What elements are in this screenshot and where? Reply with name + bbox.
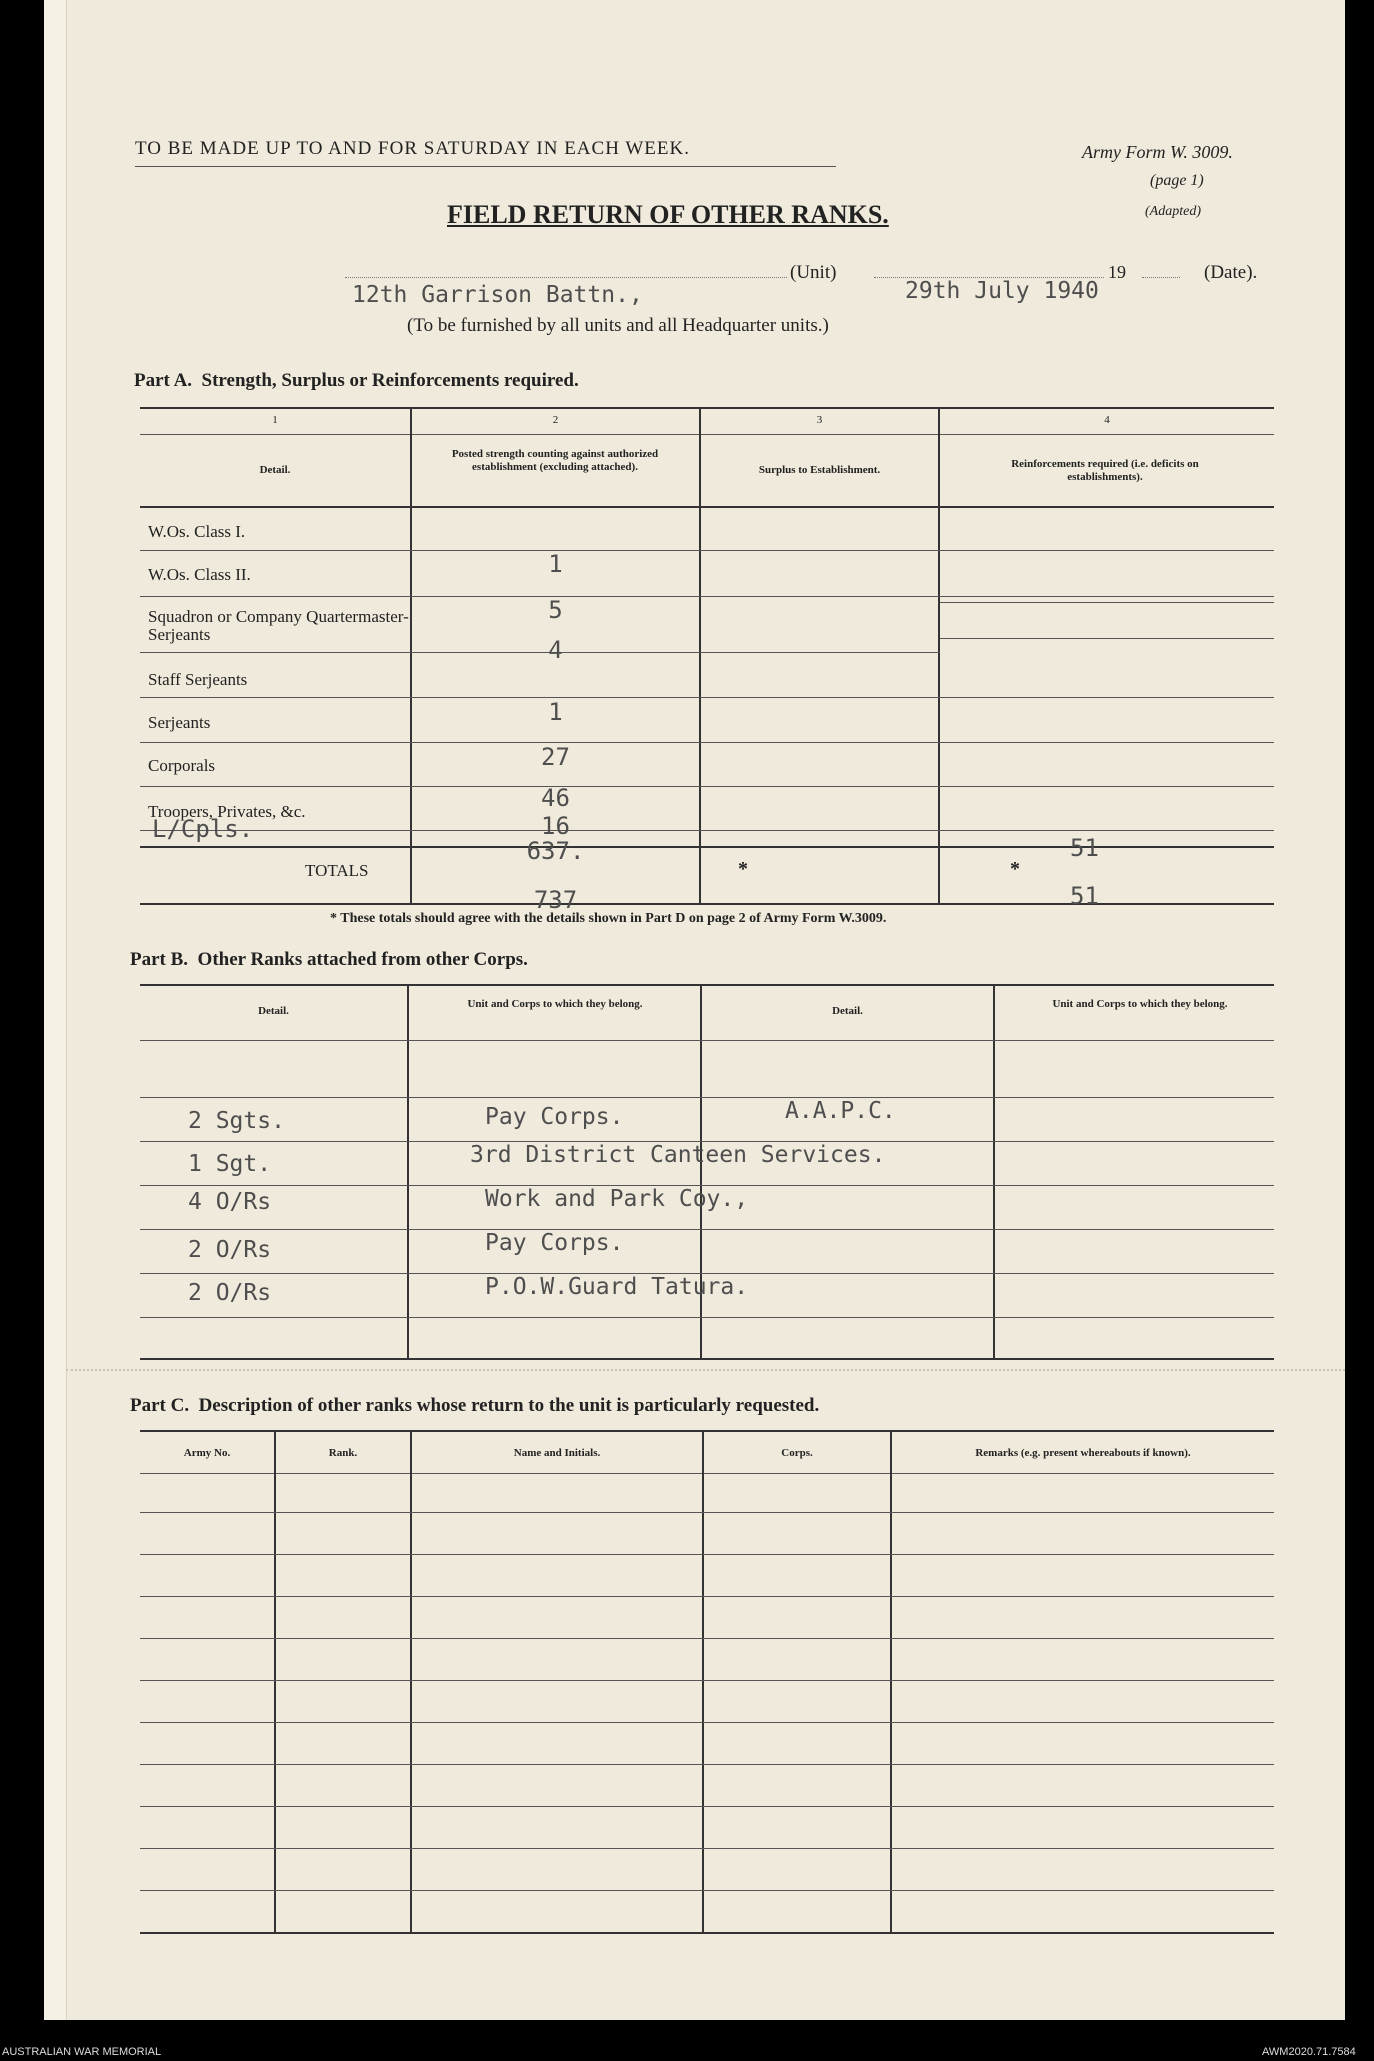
part-b-header-unit-2: Unit and Corps to which they belong.	[1052, 998, 1228, 1010]
unit-label: (Unit)	[790, 262, 837, 283]
row-line-7	[140, 830, 1274, 831]
row-label-wos-class-1: W.Os. Class I.	[148, 522, 246, 541]
part-c-line-1	[140, 1512, 1274, 1513]
part-a-bottom-border	[140, 903, 1274, 905]
unit-value: 12th Garrison Battn.,	[352, 282, 643, 308]
row-line-5	[140, 742, 1274, 743]
reinf-total-asterisk: *	[1010, 858, 1020, 880]
value-reinf-1: 51	[1070, 834, 1099, 862]
row-label-corporals: Corporals	[148, 756, 216, 775]
part-b-row-2-unit: 3rd District Canteen Services.	[470, 1142, 886, 1168]
paper-binding-edge	[44, 0, 67, 2020]
adapted-note: (Adapted)	[1145, 204, 1201, 219]
year-label: 19	[1108, 262, 1126, 282]
reinf-sub-line-1	[940, 602, 1274, 603]
part-a-top-border	[140, 407, 1274, 409]
year-field-line	[1142, 277, 1180, 278]
value-serjeants: 1	[548, 698, 563, 726]
value-reinf-2: 51	[1070, 882, 1099, 910]
footer-credit: AUSTRALIAN WAR MEMORIAL	[2, 2046, 162, 2058]
part-c-col-divider-4	[890, 1430, 892, 1932]
part-b-row-4-detail: 2 O/Rs	[188, 1237, 272, 1263]
part-b-row-4-unit: Pay Corps.	[485, 1230, 624, 1256]
part-b-bottom-border	[140, 1358, 1274, 1360]
part-c-line-6	[140, 1722, 1274, 1723]
part-c-top-border	[140, 1430, 1274, 1432]
part-c-line-3	[140, 1596, 1274, 1597]
part-b-line-1	[140, 1040, 1274, 1041]
perforation-line	[66, 1369, 1345, 1371]
part-b-header-detail-1: Detail.	[258, 1005, 289, 1017]
part-b-title: Part B. Other Ranks attached from other Corps.	[130, 949, 528, 970]
row-label-privates: Troopers, Privates, &c.	[148, 802, 306, 821]
page-title: FIELD RETURN OF OTHER RANKS.	[447, 200, 889, 229]
value-total-posted-2: 737	[533, 886, 578, 914]
date-value: 29th July 1940	[905, 278, 1099, 304]
instruction-underline	[135, 166, 836, 167]
typed-lcpls-label: L/Cpls.	[152, 815, 254, 843]
part-c-line-5	[140, 1680, 1274, 1681]
header-detail: Detail.	[259, 464, 291, 476]
date-label: (Date).	[1204, 262, 1258, 283]
totals-label: TOTALS	[305, 861, 369, 880]
part-c-header-bottom	[140, 1473, 1274, 1474]
surplus-total-asterisk: *	[738, 858, 748, 880]
row-label-wos-class-2: W.Os. Class II.	[148, 565, 251, 584]
row-line-4	[140, 697, 1274, 698]
part-b-row-2-detail: 1 Sgt.	[188, 1151, 272, 1177]
part-a-header-bottom	[140, 506, 1274, 508]
part-c-header-rank: Rank.	[328, 1447, 358, 1459]
part-b-top-border	[140, 984, 1274, 986]
value-lcpls: 16	[541, 812, 570, 840]
part-b-line-7	[140, 1317, 1274, 1318]
part-c-bottom-border	[140, 1932, 1274, 1934]
part-b-line-2	[140, 1097, 1274, 1098]
value-wos-class-2: 1	[548, 550, 563, 578]
row-label-serjeants: Serjeants	[148, 713, 211, 732]
part-c-header-name: Name and Initials.	[513, 1447, 601, 1459]
part-b-row-5-detail: 2 O/Rs	[188, 1280, 272, 1306]
row-line-1	[140, 550, 1274, 551]
col-number-2: 2	[552, 414, 559, 426]
part-c-header-remarks: Remarks (e.g. present whereabouts if known).	[975, 1447, 1191, 1459]
row-line-2	[140, 596, 1274, 597]
part-c-title: Part C. Description of other ranks whose return to the unit is particularly requested.	[130, 1395, 820, 1416]
value-cqms: 5	[548, 596, 563, 624]
part-b-row-3-unit: Work and Park Coy.,	[485, 1186, 749, 1212]
part-c-line-10	[140, 1890, 1274, 1891]
part-a-title: Part A. Strength, Surplus or Reinforcements required.	[134, 370, 579, 391]
row-line-6	[140, 786, 1274, 787]
unit-field-line	[345, 277, 787, 278]
col-number-1: 1	[272, 414, 278, 426]
part-b-row-5-unit: P.O.W.Guard Tatura.	[485, 1274, 749, 1300]
totals-top-line	[140, 846, 1274, 848]
part-a-footnote: * These totals should agree with the details shown in Part D on page 2 of Army Form W.3009.	[330, 911, 887, 926]
part-b-row-1-extra: A.A.P.C.	[785, 1098, 896, 1124]
part-b-row-3-detail: 4 O/Rs	[188, 1189, 272, 1215]
footer-accession-number: AWM2020.71.7584	[1262, 2046, 1356, 2058]
part-c-header-army-no: Army No.	[183, 1447, 231, 1459]
value-corporals: 27	[541, 743, 570, 771]
part-b-header-unit-1: Unit and Corps to which they belong.	[467, 998, 643, 1010]
part-c-col-divider-1	[274, 1430, 276, 1932]
value-total-posted: 637.	[526, 837, 585, 865]
part-c-col-divider-2	[410, 1430, 412, 1932]
part-a-number-row-line	[140, 434, 1274, 435]
header-surplus: Surplus to Establishment.	[758, 464, 881, 476]
furnish-note: (To be furnished by all units and all Headquarter units.)	[407, 315, 829, 336]
row-label-staff-serjeants: Staff Serjeants	[148, 670, 248, 689]
part-c-line-8	[140, 1806, 1274, 1807]
value-privates: 46	[541, 784, 570, 812]
form-number: Army Form W. 3009.	[1082, 142, 1233, 162]
col-number-3: 3	[816, 414, 823, 426]
part-b-row-1-unit: Pay Corps.	[485, 1104, 624, 1130]
part-c-line-9	[140, 1848, 1274, 1849]
part-c-line-2	[140, 1554, 1274, 1555]
instruction-text: TO BE MADE UP TO AND FOR SATURDAY IN EACH WEEK.	[135, 138, 690, 159]
page-reference: (page 1)	[1150, 172, 1204, 189]
part-b-header-detail-2: Detail.	[832, 1005, 863, 1017]
part-c-header-corps: Corps.	[781, 1447, 813, 1459]
value-staff-serjeants: 4	[548, 636, 563, 664]
header-posted-strength: Posted strength counting against authorized establishment (excluding attached).	[451, 448, 659, 473]
row-label-cqms: Squadron or Company Quartermaster-Serjeants	[148, 607, 409, 644]
header-reinforcements: Reinforcements required (i.e. deficits on establishments).	[1011, 458, 1199, 483]
part-c-line-7	[140, 1764, 1274, 1765]
part-b-line-5	[140, 1229, 1274, 1230]
reinf-sub-line-2	[940, 638, 1274, 639]
part-c-line-4	[140, 1638, 1274, 1639]
part-c-col-divider-3	[702, 1430, 704, 1932]
part-b-row-1-detail: 2 Sgts.	[188, 1108, 285, 1134]
col-number-4: 4	[1104, 414, 1110, 426]
